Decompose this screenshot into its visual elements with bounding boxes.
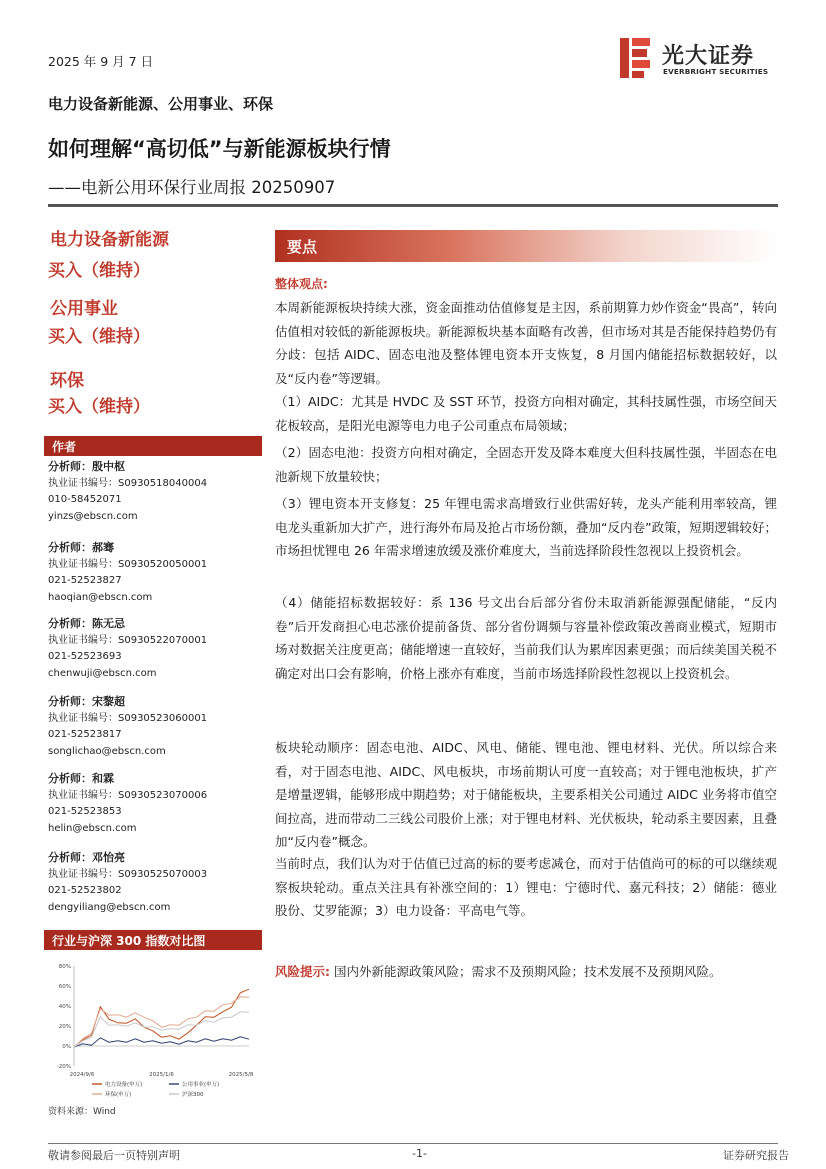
analyst-email[interactable]: haoqian@ebscn.com [48, 591, 153, 603]
rating-sector-2: 公用事业 [50, 299, 118, 319]
analyst-name: 分析师：陈无忌 [48, 617, 125, 630]
rating-sector-1: 电力设备新能源 [50, 230, 169, 250]
paragraph-current-view: 当前时点，我们认为对于估值已过高的标的要考虑减仓，而对于估值尚可的标的可以继续观察板块轮动。重点关注具有补涨空间的：1）锂电：宁德时代、嘉元科技；2）储能：德业股份、艾罗能源；3）电力设备：平高电气等。 [275, 856, 777, 918]
industry-vs-hs300-chart [44, 956, 262, 1106]
x-tick-label: 2024/9/6 [69, 1072, 95, 1078]
overall-view-label: 整体观点: [275, 277, 328, 291]
analyst-name: 分析师：郝骞 [48, 541, 114, 554]
footer-report-type: 证券研究报告 [723, 1149, 789, 1162]
report-title: 如何理解“高切低”与新能源板块行情 [48, 137, 391, 161]
paragraph-lithium-capex: （3）锂电资本开支修复：25 年锂电需求高增致行业供需好转，龙头产能利用率较高，锂电龙头重新加大扩产，进行海外布局及抢占市场份额，叠加“反内卷”政策，短期逻辑较好；市场担忧锂电 26 年需求增速放缓及涨价难度大，当前选择阶段性忽视以上投资机会。 [275, 496, 777, 558]
key-points-header-label: 要点 [287, 238, 318, 256]
risk-text: 国内外新能源政策风险；需求不及预期风险；技术发展不及预期风险。 [333, 964, 722, 979]
legend-label: 公用事业(申万) [182, 1082, 220, 1088]
page-number: -1- [412, 1147, 427, 1160]
analyst-name: 分析师：邓怡亮 [48, 851, 125, 864]
analyst-card [48, 771, 207, 837]
chart-header [44, 930, 262, 950]
legend-label: 沪深300 [182, 1092, 204, 1098]
header-divider [48, 204, 778, 207]
footer-disclaimer: 敬请参阅最后一页特别声明 [48, 1149, 180, 1162]
everbright-logo [620, 36, 780, 84]
logo-english-name: EVERBRIGHT SECURITIES [663, 67, 769, 76]
analyst-cert: 执业证书编号：S0930522070001 [48, 634, 208, 646]
series-line [74, 997, 249, 1047]
rating-sector-3: 环保 [50, 371, 84, 391]
series-line [74, 1012, 249, 1047]
analyst-cert: 执业证书编号：S0930520050001 [48, 558, 208, 570]
analyst-cert: 执业证书编号：S0930525070003 [48, 868, 208, 880]
rating-value-3: 买入（维持） [48, 397, 150, 417]
y-tick-label: 20% [58, 1024, 71, 1030]
key-points-header [275, 230, 777, 262]
analyst-card [48, 850, 207, 916]
analyst-phone: 021-52523802 [48, 885, 122, 896]
analyst-email[interactable]: yinzs@ebscn.com [48, 510, 138, 522]
analyst-name: 分析师：殷中枢 [48, 460, 125, 473]
analyst-name: 分析师：宋黎超 [48, 695, 125, 708]
logo-chinese-name: 光大证券 [662, 44, 755, 69]
analyst-card [48, 540, 207, 606]
paragraph-rotation: 板块轮动顺序：固态电池、AIDC、风电、储能、锂电池、锂电材料、光伏。所以综合来看，对于固态电池、AIDC、风电板块，市场前期认可度一直较高；对于锂电池板块，扩产是增量逻辑，能够形成中期趋势；对于储能板块，主要系相关公司通过 AIDC 业务将市值空间拉高，进而带动二三线公司股价上涨；对于锂电材料、光伏板块，轮动系主要因素，且叠加“反内卷”概念。 [275, 740, 777, 849]
x-tick-label: 2025/5/8 [228, 1072, 254, 1078]
analyst-card [48, 459, 207, 525]
rating-value-2: 买入（维持） [48, 327, 150, 347]
chart-source: 资料来源：Wind [48, 1107, 116, 1117]
everbright-logo-icon [620, 38, 650, 78]
x-tick-label: 2025/1/6 [149, 1072, 174, 1078]
y-tick-label: 0% [62, 1044, 71, 1050]
report-date: 2025 年 9 月 7 日 [48, 54, 154, 69]
analyst-name: 分析师：和霖 [48, 772, 114, 785]
paragraph-aidc: （1）AIDC：尤其是 HVDC 及 SST 环节，投资方向相对确定，其科技属性强，市场空间天花板较高，是阳光电源等电力电子公司重点布局领域； [275, 394, 777, 433]
paragraph-solid-state: （2）固态电池：投资方向相对确定，全固态开发及降本难度大但科技属性强，半固态在电池新规下放量较快； [275, 445, 777, 484]
y-tick-label: 80% [58, 964, 71, 970]
rating-value-1: 买入（维持） [48, 261, 150, 281]
analyst-card [48, 694, 207, 760]
legend-label: 电力设备(申万) [105, 1082, 143, 1088]
paragraph-intro: 本周新能源板块持续大涨，资金面推动估值修复是主因，系前期算力炒作资金“畏高”，转向估值相对较低的新能源板块。新能源板块基本面略有改善，但市场对其是否能保持趋势仍有分歧：包括 AIDC、固态电池及整体锂电资本开支恢复，8 月国内储能招标数据较好，以及“反内卷”等逻辑。 [275, 300, 777, 386]
analyst-phone: 021-52523817 [48, 729, 122, 740]
analyst-cert: 执业证书编号：S0930518040004 [48, 477, 208, 489]
risk-warning [275, 960, 777, 984]
authors-header [44, 436, 262, 456]
analyst-email[interactable]: songlichao@ebscn.com [48, 745, 166, 757]
analyst-cert: 执业证书编号：S0930523070006 [48, 789, 208, 801]
analyst-phone: 021-52523693 [48, 651, 122, 662]
series-line [74, 1037, 249, 1047]
analyst-email[interactable]: dengyiliang@ebscn.com [48, 901, 171, 913]
chart-header-label: 行业与沪深 300 指数对比图 [52, 934, 206, 948]
analyst-phone: 010-58452071 [48, 494, 122, 505]
y-tick-label: 60% [58, 984, 71, 990]
report-sector: 电力设备新能源、公用事业、环保 [48, 95, 274, 113]
analyst-phone: 021-52523853 [48, 806, 122, 817]
risk-label: 风险提示: [275, 964, 330, 979]
report-subtitle: ——电新公用环保行业周报 20250907 [48, 178, 336, 197]
analyst-phone: 021-52523827 [48, 575, 122, 586]
y-tick-label: -20% [56, 1064, 71, 1070]
analyst-cert: 执业证书编号：S0930523060001 [48, 712, 208, 724]
authors-header-label: 作者 [52, 440, 77, 454]
analyst-email[interactable]: helin@ebscn.com [48, 822, 137, 834]
paragraph-storage: （4）储能招标数据较好：系 136 号文出台后部分省份未取消新能源强配储能，“反内卷”后开发商担心电芯涨价提前备货、部分省份调频与容量补偿政策改善商业模式，短期市场对数据关注度更高；储能增速一直较好，当前我们认为累库因素更强；而后续美国关税不确定对出口会有影响，价格上涨亦有难度，当前市场选择阶段性忽视以上投资机会。 [275, 595, 777, 681]
legend-label: 环保(申万) [105, 1092, 132, 1098]
analyst-card [48, 616, 207, 682]
footer-divider [48, 1143, 778, 1144]
y-tick-label: 40% [58, 1004, 71, 1010]
analyst-email[interactable]: chenwuji@ebscn.com [48, 667, 157, 679]
